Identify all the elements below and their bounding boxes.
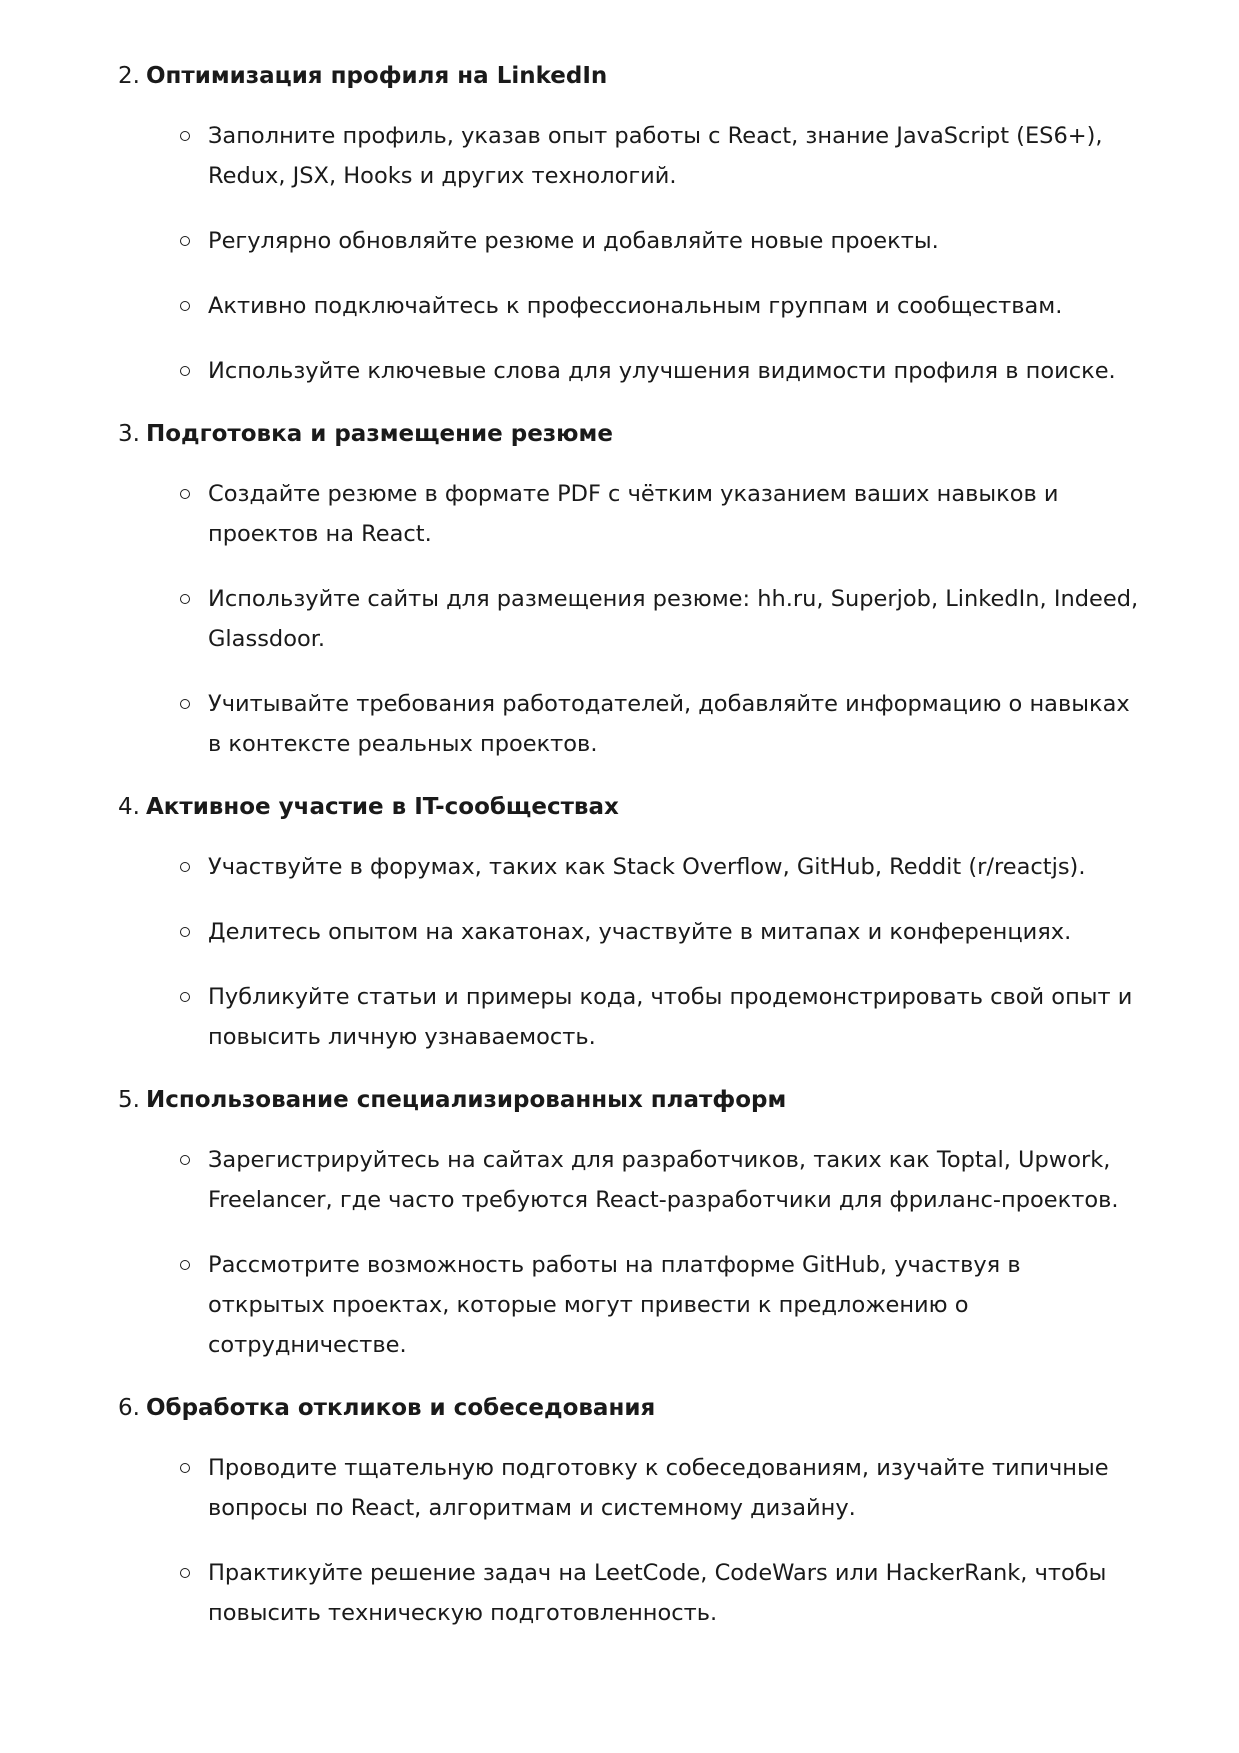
list-item-text: Делитесь опытом на хакатонах, участвуйте в митапах и конференциях. bbox=[208, 919, 1072, 945]
list-item-text: Практикуйте решение задач на LeetCode, CodeWars или HackerRank, чтобы повысить техническую подготовленность. bbox=[208, 1560, 1107, 1626]
list-item bbox=[180, 1245, 1139, 1365]
list-item-text: Создайте резюме в формате PDF с чётким указанием ваших навыков и проектов на React. bbox=[208, 481, 1059, 547]
list-item bbox=[180, 977, 1139, 1057]
circle-bullet-icon bbox=[180, 862, 190, 872]
list-item bbox=[180, 351, 1139, 391]
bullet-list bbox=[118, 474, 1139, 764]
section-title: Оптимизация профиля на LinkedIn bbox=[145, 63, 608, 89]
section-number: 3. bbox=[118, 421, 140, 447]
circle-bullet-icon bbox=[180, 131, 190, 141]
list-item bbox=[180, 474, 1139, 554]
circle-bullet-icon bbox=[180, 1463, 190, 1473]
section-heading bbox=[118, 1390, 1139, 1426]
circle-bullet-icon bbox=[180, 1155, 190, 1165]
list-item bbox=[180, 912, 1139, 952]
section-number: 5. bbox=[118, 1087, 140, 1113]
section-heading bbox=[118, 58, 1139, 94]
section-title: Использование специализированных платформ bbox=[145, 1087, 787, 1113]
circle-bullet-icon bbox=[180, 236, 190, 246]
list-item-text: Публикуйте статьи и примеры кода, чтобы продемонстрировать свой опыт и повысить личную узнаваемость. bbox=[208, 984, 1133, 1050]
list-item-text: Активно подключайтесь к профессиональным группам и сообществам. bbox=[208, 293, 1063, 319]
list-item bbox=[180, 579, 1139, 659]
section-number: 4. bbox=[118, 794, 140, 820]
list-item bbox=[180, 684, 1139, 764]
bullet-list bbox=[118, 1448, 1139, 1633]
circle-bullet-icon bbox=[180, 489, 190, 499]
bullet-list bbox=[118, 847, 1139, 1057]
list-item-text: Регулярно обновляйте резюме и добавляйте новые проекты. bbox=[208, 228, 939, 254]
list-item-text: Рассмотрите возможность работы на платформе GitHub, участвуя в открытых проектах, которые могут привести к предложению о сотрудничестве. bbox=[208, 1252, 1021, 1358]
bullet-list bbox=[118, 116, 1139, 391]
circle-bullet-icon bbox=[180, 927, 190, 937]
list-item bbox=[180, 221, 1139, 261]
list-item-text: Заполните профиль, указав опыт работы с React, знание JavaScript (ES6+), Redux, JSX, Hooks и других технологий. bbox=[208, 123, 1103, 189]
list-item bbox=[180, 1448, 1139, 1528]
circle-bullet-icon bbox=[180, 699, 190, 709]
section-platforms bbox=[118, 1082, 1139, 1365]
section-resume bbox=[118, 416, 1139, 764]
section-number: 6. bbox=[118, 1395, 140, 1421]
circle-bullet-icon bbox=[180, 1260, 190, 1270]
section-heading bbox=[118, 1082, 1139, 1118]
list-item-text: Участвуйте в форумах, таких как Stack Overflow, GitHub, Reddit (r/reactjs). bbox=[208, 854, 1086, 880]
circle-bullet-icon bbox=[180, 594, 190, 604]
bullet-list bbox=[118, 1140, 1139, 1365]
circle-bullet-icon bbox=[180, 301, 190, 311]
section-number: 2. bbox=[118, 63, 140, 89]
section-title: Активное участие в IT-сообществах bbox=[145, 794, 619, 820]
list-item-text: Используйте сайты для размещения резюме: hh.ru, Superjob, LinkedIn, Indeed, Glassdoor. bbox=[208, 586, 1139, 652]
list-item bbox=[180, 847, 1139, 887]
circle-bullet-icon bbox=[180, 992, 190, 1002]
list-item bbox=[180, 1140, 1139, 1220]
section-heading bbox=[118, 789, 1139, 825]
section-heading bbox=[118, 416, 1139, 452]
section-title: Подготовка и размещение резюме bbox=[145, 421, 613, 447]
circle-bullet-icon bbox=[180, 1568, 190, 1578]
list-item bbox=[180, 1553, 1139, 1633]
list-item bbox=[180, 286, 1139, 326]
list-item-text: Учитывайте требования работодателей, добавляйте информацию о навыках в контексте реальных проектов. bbox=[208, 691, 1130, 757]
list-item-text: Проводите тщательную подготовку к собеседованиям, изучайте типичные вопросы по React, алгоритмам и системному дизайну. bbox=[208, 1455, 1109, 1521]
section-interviews bbox=[118, 1390, 1139, 1633]
circle-bullet-icon bbox=[180, 366, 190, 376]
list-item-text: Используйте ключевые слова для улучшения видимости профиля в поиске. bbox=[208, 358, 1116, 384]
list-item bbox=[180, 116, 1139, 196]
section-communities bbox=[118, 789, 1139, 1057]
list-item-text: Зарегистрируйтесь на сайтах для разработчиков, таких как Toptal, Upwork, Freelancer, где часто требуются React-разработчики для фриланс-проектов. bbox=[208, 1147, 1119, 1213]
section-title: Обработка откликов и собеседования bbox=[145, 1395, 656, 1421]
section-linkedin bbox=[118, 58, 1139, 391]
